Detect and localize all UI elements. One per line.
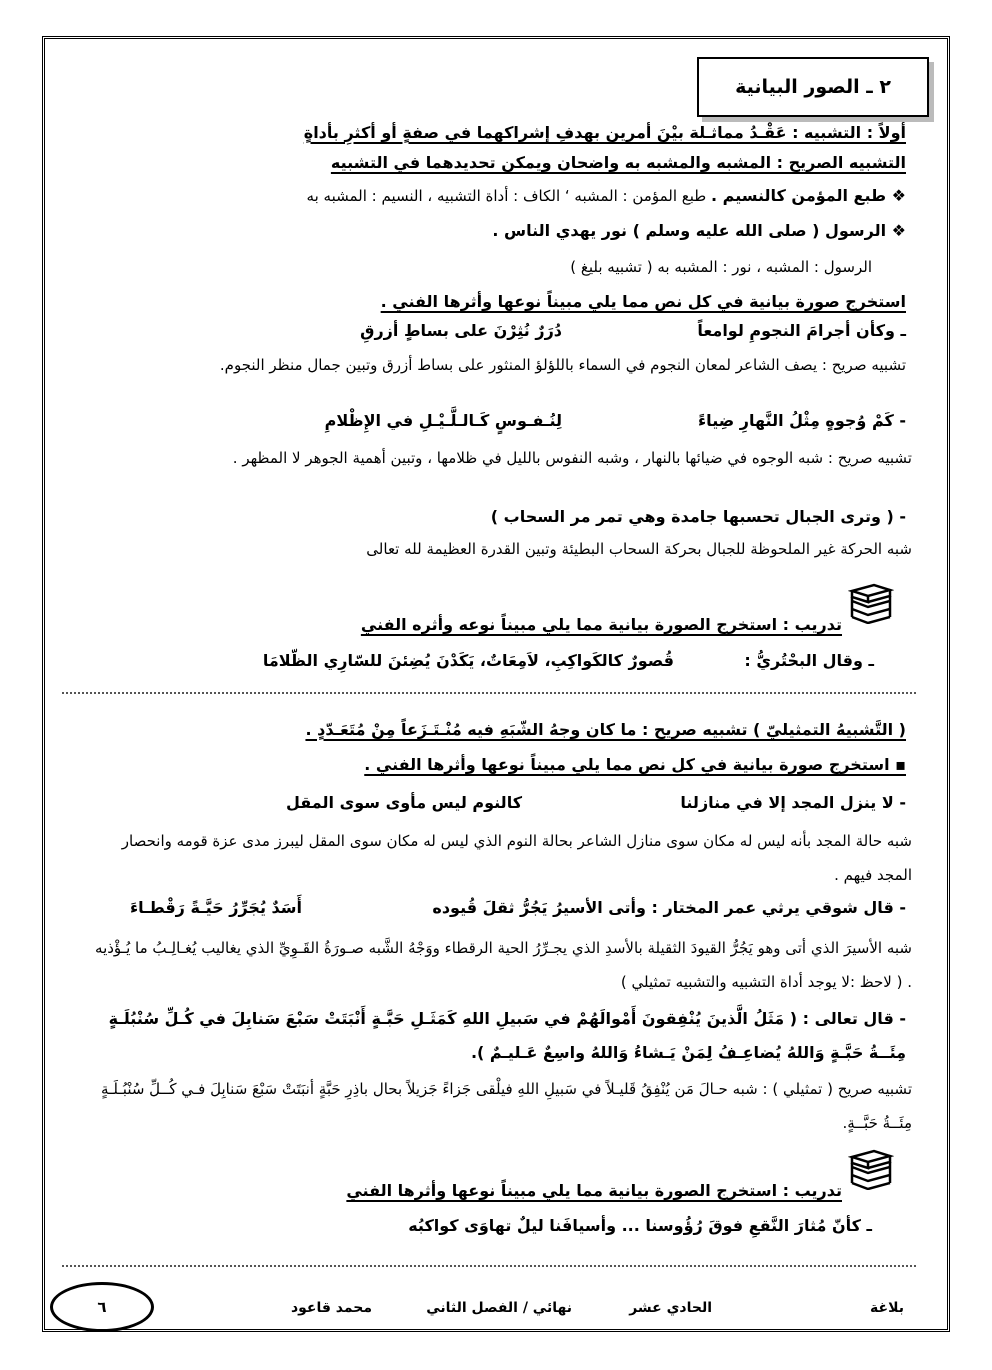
exercise-heading-2: ▪ استخرج صورة بيانية في كل نص مما يلي مبيناً نوعها وأثرها الفني . <box>364 755 906 774</box>
quran-example-1-analysis: شبه الحركة غير الملحوظة للجبال بحركة السحاب البطيئة وتبين القدرة العظيمة لله تعالى <box>366 540 912 558</box>
example-2-analysis: الرسول : المشبه ، نور : المشبه به ( تشبيه بليغ ) <box>570 258 872 276</box>
example-1-analysis: طبع المؤمن : المشبه ‘ الكاف : أداة التشبيه ، النسيم : المشبه به <box>306 187 707 205</box>
training-heading-2: تدريب : استخرج الصورة بيانية مما يلي مبيناً نوعها وأثرها الفني <box>346 1181 842 1200</box>
verse-1-analysis: تشبيه صريح : يصف الشاعر لمعان النجوم في السماء باللؤلؤ المنثور على بساط أزرق وتبين جمال منظر النجوم. <box>219 356 906 374</box>
verse-1-first-half: ـ وكأن أجرامَ النجومِ لوامعاً <box>697 321 906 340</box>
quran-example-2-analysis: تشبيه صريح ( تمثيلي ) : شبه حـالَ مَن يُنْفِقُ قَليـلاً في سَبيلِ اللهِ فيلْقى جَزاءً جَزيلاً بحال باذِرِ حَبَّةٍ أنبَتَتْ سَبْعَ سَنابِلَ فـي كُــلِّ سُنْبُـلَـةٍ مِئَــةُ حَبَّــةٍ. <box>101 1080 912 1132</box>
verse-4-analysis: شبه الأسيرَ الذي أتى وهو يَجُرُّ القيودَ الثقيلة بالأسدِ الذي يجـرِّرُ الحية الرقطاء ووَجْهُ الشَّبه صـورَةُ القَـوِيِّ الذي يغاليب يُغـالِـبُ ما يُـؤْذيه . ( لاحظ :لا يوجد أداة التشبيه والتشبيه تمثيلي ) <box>95 939 912 991</box>
verse-4-first-half: - قال شوقي يرثي عمر المختار : وأتى الأسيرُ يَجُرُّ ثقلَ قُيوده <box>432 898 906 917</box>
section-title: ٢ ـ الصور البيانية <box>697 57 929 117</box>
buhturi-verse-intro: ـ وقال البحْتُريُّ : <box>744 651 874 670</box>
footer-grade: الحادي عشر <box>629 1300 712 1316</box>
verse-2-first-half: - كَمْ وُجوهٍ مِثْلُ النَّهارِ ضِياءً <box>698 411 906 430</box>
verse-3-second-half: كالنوم ليس مأوى سوى المقل <box>285 793 522 812</box>
buhturi-verse: قُصورٌ كالكَواكِبِ، لاَمِعَاتٌ، يَكَدْنَ يُضِئنَ للسّارِي الظّلامَا <box>262 651 674 670</box>
books-icon <box>848 1148 894 1190</box>
verse-3-first-half: - لا ينزل المجد إلا في منازلنا <box>680 793 906 812</box>
footer-term: نهائي / الفصل الثاني <box>426 1300 572 1316</box>
verse-2-analysis: تشبيه صريح : شبه الوجوه في ضيائها بالنهار ، وشبه النفوس بالليل في ظلامها ، وتبين أهمية الجوهر لا المظهر . <box>232 449 912 467</box>
footer-subject: بلاغة <box>870 1300 904 1316</box>
antara-verse: ـ كأنّ مُثارَ النَّقعِ فوقَ رُؤُوسنا ... وأسيافَنا ليلٌ تهاوَى كواكبُه <box>408 1216 872 1235</box>
explicit-simile-definition: التشبيه الصريح : المشبه والمشبه به واضحان ويمكن تحديدهما في التشبيه <box>330 153 906 172</box>
verse-4-second-half: أَسَدٌ يُجَرِّرُ حَيَّـةً رَقْطـاءَ <box>129 898 302 917</box>
verse-3-analysis: شبه حالة المجد بأنه ليس له مكان سوى منازل الشاعر بحالة النوم الذي ليس له مكان سوى المقل ليبرز مدى عزة قومه وانحصار المجد فيهم . <box>121 832 912 884</box>
footer-divider <box>62 1265 916 1267</box>
quran-example-2: - قال تعالى : ( مَثَلُ الَّذينَ يُنْفِقونَ أَمْوالَهُمْ في سَبيلِ اللهِ كَمَثَـلِ حَبَّـةٍ أَنْبَتَتْ سَبْعَ سَنابِلَ في كُـلِّ سُنْبُلَـةٍ مِئَــةُ حَبَّـةٍ وَاللهُ يُضاعِـفُ لِمَنْ يَـشاءُ وَاللهُ واسِعٌ عَـليـمٌ ). <box>108 1009 906 1062</box>
example-2-text: ❖ الرسول ( صلى الله عليه وسلم ) نور يهدي الناس . <box>492 221 906 240</box>
verse-2-second-half: لِنُـفـوسٍ كَـالـلَّـيْـلِ في الإِظْلامِ <box>324 411 562 430</box>
example-1 <box>307 185 906 207</box>
footer-author: محمد قاعود <box>290 1300 372 1316</box>
books-icon <box>848 582 894 624</box>
simile-definition: أولاً : التشبيه : عَقْـدُ مماثـلة بيْنَ أمرين بهدفِ إشراكهما في صفةٍ أو أكثرِ بأداةٍ <box>303 123 906 142</box>
section-divider <box>62 692 916 694</box>
exercise-heading-1: استخرج صورة بيانية في كل نص مما يلي مبيناً نوعها وأثرها الفني . <box>380 292 906 311</box>
representative-simile-definition: ( التَّشبيهُ التمثيليّ ) تشبيه صريح : ما كان وجهُ الشّبَهِ فيه مُنْـتَـزَعاً مِنْ مُتَعَـدّدٍ . <box>305 720 906 739</box>
example-1-text: ❖ طبع المؤمن كالنسيم . <box>711 186 906 205</box>
page-number: ٦ <box>50 1282 154 1332</box>
verse-1-second-half: دُرَرٌ نُثِرْنَ على بساطٍ أزرقِ <box>360 321 562 340</box>
training-heading-1: تدريب : استخرج الصورة بيانية مما يلي مبيناً نوعه وأثره الفني <box>360 615 842 634</box>
quran-example-1: - ( وترى الجبال تحسبها جامدة وهي تمر مر السحاب ) <box>490 507 906 526</box>
